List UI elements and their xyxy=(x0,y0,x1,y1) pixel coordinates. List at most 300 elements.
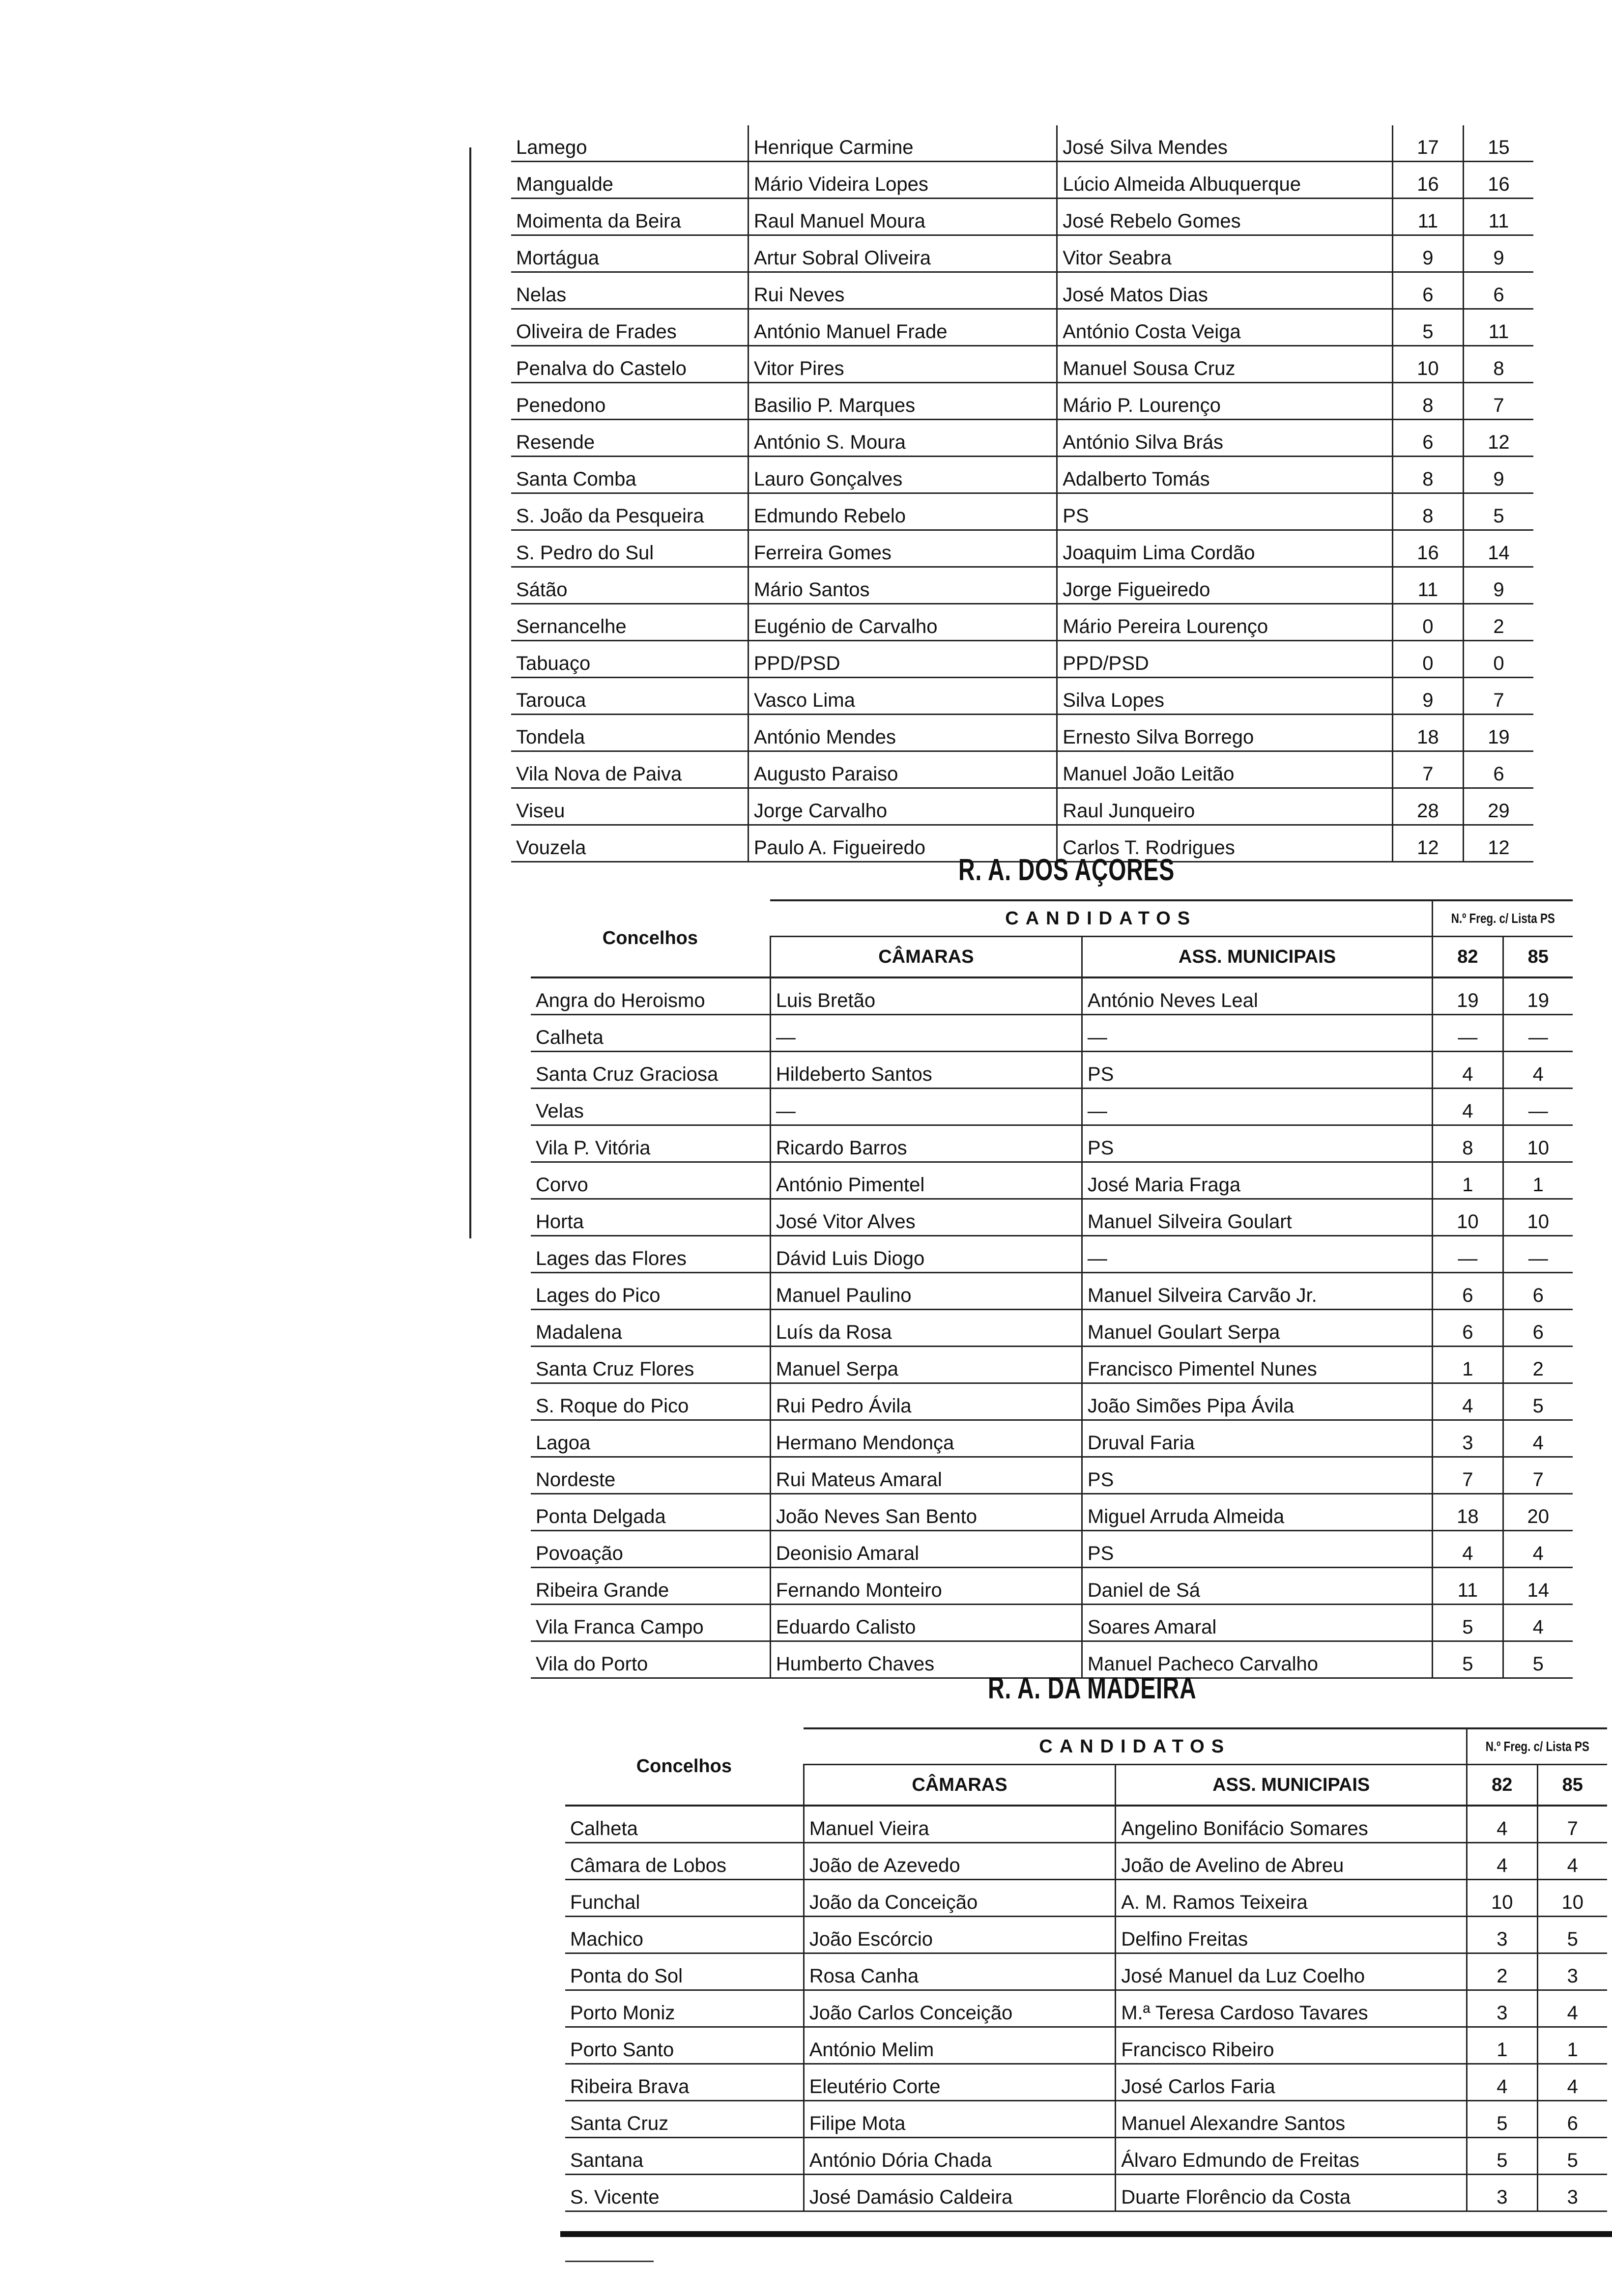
concelho-cell: Nordeste xyxy=(531,1457,770,1494)
concelho-cell: Funchal xyxy=(565,1880,804,1917)
concelho-cell: Ponta Delgada xyxy=(531,1494,770,1531)
assembleia-candidate-cell: Manuel Silveira Goulart xyxy=(1082,1199,1432,1236)
table-row xyxy=(511,309,1533,346)
freguesias-85-cell: 19 xyxy=(1503,977,1573,1015)
freguesias-85-cell: 7 xyxy=(1537,1806,1607,1843)
freguesias-82-cell: 19 xyxy=(1433,977,1503,1015)
assembleia-candidate-cell: PS xyxy=(1082,1457,1432,1494)
assembleia-candidate-cell: Miguel Arruda Almeida xyxy=(1082,1494,1432,1531)
table-row xyxy=(511,751,1533,788)
assembleia-candidate-cell: — xyxy=(1082,1015,1432,1052)
freguesias-82-cell: 16 xyxy=(1392,162,1463,199)
concelho-cell: Lages do Pico xyxy=(531,1273,770,1310)
camara-candidate-cell: PPD/PSD xyxy=(748,641,1057,678)
acores-table xyxy=(531,899,1573,1679)
header-assembleias: ASS. MUNICIPAIS xyxy=(1082,937,1432,978)
concelho-cell: Lagoa xyxy=(531,1420,770,1457)
assembleia-candidate-cell: Duarte Florêncio da Costa xyxy=(1116,2175,1467,2211)
camara-candidate-cell: António Mendes xyxy=(748,715,1057,751)
concelho-cell: S. Vicente xyxy=(565,2175,804,2211)
acores-title: R. A. DOS AÇORES xyxy=(958,853,1175,887)
concelho-cell: Porto Moniz xyxy=(565,1990,804,2027)
header-camaras: CÂMARAS xyxy=(770,937,1082,978)
camara-candidate-cell: Luís da Rosa xyxy=(770,1310,1082,1347)
freguesias-85-cell: 29 xyxy=(1463,788,1533,825)
freguesias-82-cell: 4 xyxy=(1433,1089,1503,1125)
table-row xyxy=(531,1347,1573,1383)
assembleia-candidate-cell: Carlos T. Rodrigues xyxy=(1057,825,1393,862)
freguesias-85-cell: 1 xyxy=(1503,1162,1573,1199)
concelho-cell: Vila Franca Campo xyxy=(531,1605,770,1641)
concelho-cell: Lamego xyxy=(511,125,748,162)
freguesias-82-cell: 3 xyxy=(1467,2175,1537,2211)
table-row xyxy=(531,1531,1573,1568)
table-row xyxy=(565,1953,1607,1990)
freguesias-82-cell: 0 xyxy=(1392,604,1463,641)
freguesias-82-cell: 1 xyxy=(1433,1162,1503,1199)
concelho-cell: Mangualde xyxy=(511,162,748,199)
table-row xyxy=(565,2064,1607,2101)
concelho-cell: Penalva do Castelo xyxy=(511,346,748,383)
concelho-cell: Tabuaço xyxy=(511,641,748,678)
freguesias-82-cell: 9 xyxy=(1392,678,1463,715)
camara-candidate-cell: João Carlos Conceição xyxy=(804,1990,1116,2027)
freguesias-82-cell: 3 xyxy=(1433,1420,1503,1457)
freguesias-85-cell: 4 xyxy=(1503,1052,1573,1089)
assembleia-candidate-cell: João Simões Pipa Ávila xyxy=(1082,1383,1432,1420)
concelho-cell: Angra do Heroismo xyxy=(531,977,770,1015)
table-row xyxy=(565,1843,1607,1880)
madeira-table-body xyxy=(565,1806,1607,2211)
freguesias-82-cell: 10 xyxy=(1433,1199,1503,1236)
camara-candidate-cell: Dávid Luis Diogo xyxy=(770,1236,1082,1273)
assembleia-candidate-cell: João de Avelino de Abreu xyxy=(1116,1843,1467,1880)
freguesias-82-cell: 5 xyxy=(1392,309,1463,346)
camara-candidate-cell: Eugénio de Carvalho xyxy=(748,604,1057,641)
table-row xyxy=(531,1383,1573,1420)
freguesias-82-cell: 7 xyxy=(1433,1457,1503,1494)
freguesias-85-cell: 2 xyxy=(1503,1347,1573,1383)
camara-candidate-cell: Filipe Mota xyxy=(804,2101,1116,2138)
freguesias-85-cell: 9 xyxy=(1463,235,1533,272)
freguesias-82-cell: 1 xyxy=(1467,2027,1537,2064)
table-row xyxy=(511,678,1533,715)
freguesias-82-cell: 10 xyxy=(1467,1880,1537,1917)
concelho-cell: Vila Nova de Paiva xyxy=(511,751,748,788)
table-row xyxy=(531,1420,1573,1457)
table-row xyxy=(531,1162,1573,1199)
bottom-short-rule xyxy=(565,2261,654,2262)
freguesias-82-cell: 8 xyxy=(1392,493,1463,530)
camara-candidate-cell: José Vitor Alves xyxy=(770,1199,1082,1236)
acores-table-body xyxy=(531,977,1573,1678)
assembleia-candidate-cell: Mário P. Lourenço xyxy=(1057,383,1393,420)
freguesias-85-cell: 7 xyxy=(1503,1457,1573,1494)
freguesias-82-cell: 9 xyxy=(1392,235,1463,272)
freguesias-85-cell: 9 xyxy=(1463,457,1533,493)
concelho-cell: Tarouca xyxy=(511,678,748,715)
freguesias-82-cell: 11 xyxy=(1392,567,1463,604)
assembleia-candidate-cell: José Carlos Faria xyxy=(1116,2064,1467,2101)
freguesias-82-cell: 5 xyxy=(1467,2101,1537,2138)
freguesias-85-cell: 14 xyxy=(1463,530,1533,567)
camara-candidate-cell: Augusto Paraiso xyxy=(748,751,1057,788)
assembleia-candidate-cell: Manuel Pacheco Carvalho xyxy=(1082,1641,1432,1678)
concelho-cell: Santa Cruz Flores xyxy=(531,1347,770,1383)
camara-candidate-cell: — xyxy=(770,1015,1082,1052)
header-freguesias: N.º Freg. c/ Lista PS xyxy=(1446,900,1558,937)
top-table-body xyxy=(511,125,1533,862)
concelho-cell: Vouzela xyxy=(511,825,748,862)
header-year-82: 82 xyxy=(1467,1765,1537,1806)
freguesias-82-cell: 6 xyxy=(1433,1310,1503,1347)
concelho-cell: Viseu xyxy=(511,788,748,825)
freguesias-85-cell: 7 xyxy=(1463,678,1533,715)
table-row xyxy=(511,346,1533,383)
madeira-title: R. A. DA MADEIRA xyxy=(988,1671,1197,1705)
camara-candidate-cell: Rui Mateus Amaral xyxy=(770,1457,1082,1494)
camara-candidate-cell: Rui Pedro Ávila xyxy=(770,1383,1082,1420)
freguesias-82-cell: 10 xyxy=(1392,346,1463,383)
freguesias-82-cell: 6 xyxy=(1433,1273,1503,1310)
assembleia-candidate-cell: Manuel João Leitão xyxy=(1057,751,1393,788)
table-row xyxy=(511,530,1533,567)
concelho-cell: Santa Comba xyxy=(511,457,748,493)
freguesias-85-cell: 2 xyxy=(1463,604,1533,641)
freguesias-85-cell: 3 xyxy=(1537,1953,1607,1990)
freguesias-82-cell: 17 xyxy=(1392,125,1463,162)
camara-candidate-cell: Manuel Serpa xyxy=(770,1347,1082,1383)
table-row xyxy=(511,641,1533,678)
assembleia-candidate-cell: Ernesto Silva Borrego xyxy=(1057,715,1393,751)
table-row xyxy=(531,1236,1573,1273)
table-row xyxy=(511,604,1533,641)
assembleia-candidate-cell: António Silva Brás xyxy=(1057,420,1393,457)
concelho-cell: S. Roque do Pico xyxy=(531,1383,770,1420)
table-row xyxy=(511,383,1533,420)
freguesias-85-cell: 4 xyxy=(1537,2064,1607,2101)
freguesias-85-cell: 3 xyxy=(1537,2175,1607,2211)
camara-candidate-cell: Jorge Carvalho xyxy=(748,788,1057,825)
concelho-cell: Santa Cruz xyxy=(565,2101,804,2138)
madeira-table xyxy=(565,1727,1607,2212)
table-row xyxy=(511,235,1533,272)
camara-candidate-cell: Manuel Paulino xyxy=(770,1273,1082,1310)
table-row xyxy=(511,420,1533,457)
assembleia-candidate-cell: José Rebelo Gomes xyxy=(1057,199,1393,235)
concelho-cell: S. Pedro do Sul xyxy=(511,530,748,567)
freguesias-82-cell: 8 xyxy=(1433,1125,1503,1162)
assembleia-candidate-cell: Angelino Bonifácio Somares xyxy=(1116,1806,1467,1843)
assembleia-candidate-cell: Druval Faria xyxy=(1082,1420,1432,1457)
camara-candidate-cell: Henrique Carmine xyxy=(748,125,1057,162)
freguesias-82-cell: 4 xyxy=(1467,2064,1537,2101)
concelho-cell: Penedono xyxy=(511,383,748,420)
header-year-85: 85 xyxy=(1537,1765,1607,1806)
freguesias-85-cell: 15 xyxy=(1463,125,1533,162)
assembleia-candidate-cell: PPD/PSD xyxy=(1057,641,1393,678)
concelho-cell: Sernancelhe xyxy=(511,604,748,641)
concelho-cell: Moimenta da Beira xyxy=(511,199,748,235)
freguesias-85-cell: 12 xyxy=(1463,825,1533,862)
concelho-cell: Ribeira Brava xyxy=(565,2064,804,2101)
freguesias-82-cell: 1 xyxy=(1433,1347,1503,1383)
freguesias-85-cell: 0 xyxy=(1463,641,1533,678)
freguesias-82-cell: 8 xyxy=(1392,383,1463,420)
assembleia-candidate-cell: PS xyxy=(1082,1125,1432,1162)
concelho-cell: Mortágua xyxy=(511,235,748,272)
freguesias-85-cell: 6 xyxy=(1537,2101,1607,2138)
table-row xyxy=(511,272,1533,309)
camara-candidate-cell: Raul Manuel Moura xyxy=(748,199,1057,235)
viseu-district-table xyxy=(511,125,1533,862)
camara-candidate-cell: Lauro Gonçalves xyxy=(748,457,1057,493)
freguesias-85-cell: 20 xyxy=(1503,1494,1573,1531)
header-assembleias: ASS. MUNICIPAIS xyxy=(1116,1765,1467,1806)
freguesias-82-cell: 12 xyxy=(1392,825,1463,862)
freguesias-85-cell: 10 xyxy=(1503,1199,1573,1236)
assembleia-candidate-cell: Joaquim Lima Cordão xyxy=(1057,530,1393,567)
freguesias-82-cell: 3 xyxy=(1467,1990,1537,2027)
camara-candidate-cell: António Manuel Frade xyxy=(748,309,1057,346)
camara-candidate-cell: António S. Moura xyxy=(748,420,1057,457)
camara-candidate-cell: Paulo A. Figueiredo xyxy=(748,825,1057,862)
freguesias-85-cell: 4 xyxy=(1503,1605,1573,1641)
freguesias-85-cell: 14 xyxy=(1503,1568,1573,1605)
header-candidatos: CANDIDATOS xyxy=(804,1728,1467,1765)
concelho-cell: Vila do Porto xyxy=(531,1641,770,1678)
concelho-cell: Vila P. Vitória xyxy=(531,1125,770,1162)
assembleia-candidate-cell: — xyxy=(1082,1236,1432,1273)
table-row xyxy=(531,1199,1573,1236)
table-row xyxy=(511,199,1533,235)
concelho-cell: Tondela xyxy=(511,715,748,751)
table-row xyxy=(531,1125,1573,1162)
assembleia-candidate-cell: M.ª Teresa Cardoso Tavares xyxy=(1116,1990,1467,2027)
camara-candidate-cell: Manuel Vieira xyxy=(804,1806,1116,1843)
freguesias-82-cell: 5 xyxy=(1467,2138,1537,2175)
camara-candidate-cell: João de Azevedo xyxy=(804,1843,1116,1880)
freguesias-85-cell: 5 xyxy=(1463,493,1533,530)
freguesias-82-cell: — xyxy=(1433,1236,1503,1273)
concelho-cell: Ribeira Grande xyxy=(531,1568,770,1605)
assembleia-candidate-cell: PS xyxy=(1082,1531,1432,1568)
table-row xyxy=(511,125,1533,162)
concelho-cell: Corvo xyxy=(531,1162,770,1199)
concelho-cell: Machico xyxy=(565,1917,804,1953)
freguesias-85-cell: 5 xyxy=(1537,1917,1607,1953)
table-row xyxy=(511,567,1533,604)
assembleia-candidate-cell: Manuel Sousa Cruz xyxy=(1057,346,1393,383)
freguesias-82-cell: 11 xyxy=(1392,199,1463,235)
assembleia-candidate-cell: José Manuel da Luz Coelho xyxy=(1116,1953,1467,1990)
table-row xyxy=(511,715,1533,751)
freguesias-82-cell: 5 xyxy=(1433,1641,1503,1678)
freguesias-85-cell: 6 xyxy=(1463,272,1533,309)
table-row xyxy=(565,2138,1607,2175)
assembleia-candidate-cell: Manuel Silveira Carvão Jr. xyxy=(1082,1273,1432,1310)
assembleia-candidate-cell: Daniel de Sá xyxy=(1082,1568,1432,1605)
freguesias-85-cell: 5 xyxy=(1503,1641,1573,1678)
freguesias-82-cell: 7 xyxy=(1392,751,1463,788)
assembleia-candidate-cell: Francisco Pimentel Nunes xyxy=(1082,1347,1432,1383)
concelho-cell: Oliveira de Frades xyxy=(511,309,748,346)
camara-candidate-cell: Ferreira Gomes xyxy=(748,530,1057,567)
assembleia-candidate-cell: Delfino Freitas xyxy=(1116,1917,1467,1953)
assembleia-candidate-cell: Mário Pereira Lourenço xyxy=(1057,604,1393,641)
camara-candidate-cell: Vasco Lima xyxy=(748,678,1057,715)
header-year-82: 82 xyxy=(1433,937,1503,978)
header-candidatos: CANDIDATOS xyxy=(770,900,1432,937)
table-row xyxy=(531,1457,1573,1494)
freguesias-85-cell: 1 xyxy=(1537,2027,1607,2064)
assembleia-candidate-cell: António Costa Veiga xyxy=(1057,309,1393,346)
concelho-cell: Calheta xyxy=(531,1015,770,1052)
camara-candidate-cell: — xyxy=(770,1089,1082,1125)
table-row xyxy=(531,1605,1573,1641)
concelho-cell: Calheta xyxy=(565,1806,804,1843)
camara-candidate-cell: Ricardo Barros xyxy=(770,1125,1082,1162)
concelho-cell: Sátão xyxy=(511,567,748,604)
freguesias-82-cell: 4 xyxy=(1433,1383,1503,1420)
freguesias-85-cell: 6 xyxy=(1503,1310,1573,1347)
assembleia-candidate-cell: Manuel Alexandre Santos xyxy=(1116,2101,1467,2138)
table-row xyxy=(565,1917,1607,1953)
camara-candidate-cell: Rosa Canha xyxy=(804,1953,1116,1990)
header-concelhos: Concelhos xyxy=(565,1728,804,1806)
camara-candidate-cell: Basilio P. Marques xyxy=(748,383,1057,420)
freguesias-85-cell: 10 xyxy=(1503,1125,1573,1162)
freguesias-82-cell: 28 xyxy=(1392,788,1463,825)
freguesias-85-cell: 9 xyxy=(1463,567,1533,604)
assembleia-candidate-cell: PS xyxy=(1082,1052,1432,1089)
table-row xyxy=(565,2175,1607,2211)
assembleia-candidate-cell: José Matos Dias xyxy=(1057,272,1393,309)
freguesias-85-cell: 16 xyxy=(1463,162,1533,199)
camara-candidate-cell: Luis Bretão xyxy=(770,977,1082,1015)
freguesias-85-cell: 8 xyxy=(1463,346,1533,383)
camara-candidate-cell: António Melim xyxy=(804,2027,1116,2064)
assembleia-candidate-cell: A. M. Ramos Teixeira xyxy=(1116,1880,1467,1917)
freguesias-85-cell: 4 xyxy=(1537,1843,1607,1880)
freguesias-82-cell: 16 xyxy=(1392,530,1463,567)
assembleia-candidate-cell: — xyxy=(1082,1089,1432,1125)
concelho-cell: Santana xyxy=(565,2138,804,2175)
freguesias-82-cell: 6 xyxy=(1392,420,1463,457)
camara-candidate-cell: Edmundo Rebelo xyxy=(748,493,1057,530)
camara-candidate-cell: Hildeberto Santos xyxy=(770,1052,1082,1089)
assembleia-candidate-cell: PS xyxy=(1057,493,1393,530)
table-row xyxy=(565,2101,1607,2138)
table-row xyxy=(511,493,1533,530)
assembleia-candidate-cell: Álvaro Edmundo de Freitas xyxy=(1116,2138,1467,2175)
header-year-85: 85 xyxy=(1503,937,1573,978)
camara-candidate-cell: Fernando Monteiro xyxy=(770,1568,1082,1605)
concelho-cell: Velas xyxy=(531,1089,770,1125)
assembleia-candidate-cell: Raul Junqueiro xyxy=(1057,788,1393,825)
freguesias-85-cell: 19 xyxy=(1463,715,1533,751)
header-camaras: CÂMARAS xyxy=(804,1765,1116,1806)
assembleia-candidate-cell: Manuel Goulart Serpa xyxy=(1082,1310,1432,1347)
camara-candidate-cell: Mário Videira Lopes xyxy=(748,162,1057,199)
freguesias-85-cell: 4 xyxy=(1503,1531,1573,1568)
camara-candidate-cell: João da Conceição xyxy=(804,1880,1116,1917)
freguesias-82-cell: 4 xyxy=(1467,1843,1537,1880)
table-row xyxy=(565,1990,1607,2027)
freguesias-82-cell: 3 xyxy=(1467,1917,1537,1953)
concelho-cell: Nelas xyxy=(511,272,748,309)
freguesias-85-cell: — xyxy=(1503,1089,1573,1125)
freguesias-85-cell: 12 xyxy=(1463,420,1533,457)
freguesias-82-cell: 11 xyxy=(1433,1568,1503,1605)
assembleia-candidate-cell: Jorge Figueiredo xyxy=(1057,567,1393,604)
freguesias-85-cell: 10 xyxy=(1537,1880,1607,1917)
table-row xyxy=(511,162,1533,199)
assembleia-candidate-cell: António Neves Leal xyxy=(1082,977,1432,1015)
camara-candidate-cell: Artur Sobral Oliveira xyxy=(748,235,1057,272)
concelho-cell: Porto Santo xyxy=(565,2027,804,2064)
table-row xyxy=(565,1880,1607,1917)
camara-candidate-cell: João Escórcio xyxy=(804,1917,1116,1953)
assembleia-candidate-cell: Francisco Ribeiro xyxy=(1116,2027,1467,2064)
header-freguesias: N.º Freg. c/ Lista PS xyxy=(1481,1728,1593,1765)
table-row xyxy=(511,457,1533,493)
table-row xyxy=(531,1310,1573,1347)
concelho-cell: Câmara de Lobos xyxy=(565,1843,804,1880)
table-row xyxy=(565,1806,1607,1843)
freguesias-85-cell: 4 xyxy=(1537,1990,1607,2027)
freguesias-82-cell: 2 xyxy=(1467,1953,1537,1990)
freguesias-85-cell: 6 xyxy=(1463,751,1533,788)
table-row xyxy=(531,977,1573,1015)
freguesias-85-cell: 4 xyxy=(1503,1420,1573,1457)
camara-candidate-cell: Hermano Mendonça xyxy=(770,1420,1082,1457)
concelho-cell: S. João da Pesqueira xyxy=(511,493,748,530)
freguesias-82-cell: 6 xyxy=(1392,272,1463,309)
assembleia-candidate-cell: Vitor Seabra xyxy=(1057,235,1393,272)
header-concelhos: Concelhos xyxy=(531,900,770,977)
assembleia-candidate-cell: Soares Amaral xyxy=(1082,1605,1432,1641)
freguesias-82-cell: 4 xyxy=(1433,1531,1503,1568)
table-row xyxy=(511,788,1533,825)
assembleia-candidate-cell: José Silva Mendes xyxy=(1057,125,1393,162)
concelho-cell: Horta xyxy=(531,1199,770,1236)
freguesias-82-cell: 4 xyxy=(1467,1806,1537,1843)
assembleia-candidate-cell: José Maria Fraga xyxy=(1082,1162,1432,1199)
freguesias-82-cell: 8 xyxy=(1392,457,1463,493)
freguesias-82-cell: 4 xyxy=(1433,1052,1503,1089)
camara-candidate-cell: António Dória Chada xyxy=(804,2138,1116,2175)
concelho-cell: Resende xyxy=(511,420,748,457)
camara-candidate-cell: Eleutério Corte xyxy=(804,2064,1116,2101)
camara-candidate-cell: Humberto Chaves xyxy=(770,1641,1082,1678)
camara-candidate-cell: João Neves San Bento xyxy=(770,1494,1082,1531)
bottom-rule xyxy=(560,2231,1612,2237)
freguesias-85-cell: — xyxy=(1503,1015,1573,1052)
assembleia-candidate-cell: Adalberto Tomás xyxy=(1057,457,1393,493)
freguesias-85-cell: 5 xyxy=(1537,2138,1607,2175)
assembleia-candidate-cell: Silva Lopes xyxy=(1057,678,1393,715)
camara-candidate-cell: José Damásio Caldeira xyxy=(804,2175,1116,2211)
freguesias-82-cell: — xyxy=(1433,1015,1503,1052)
freguesias-85-cell: 7 xyxy=(1463,383,1533,420)
table-row xyxy=(531,1089,1573,1125)
freguesias-82-cell: 5 xyxy=(1433,1605,1503,1641)
freguesias-85-cell: 6 xyxy=(1503,1273,1573,1310)
camara-candidate-cell: Vitor Pires xyxy=(748,346,1057,383)
freguesias-82-cell: 0 xyxy=(1392,641,1463,678)
camara-candidate-cell: Deonisio Amaral xyxy=(770,1531,1082,1568)
